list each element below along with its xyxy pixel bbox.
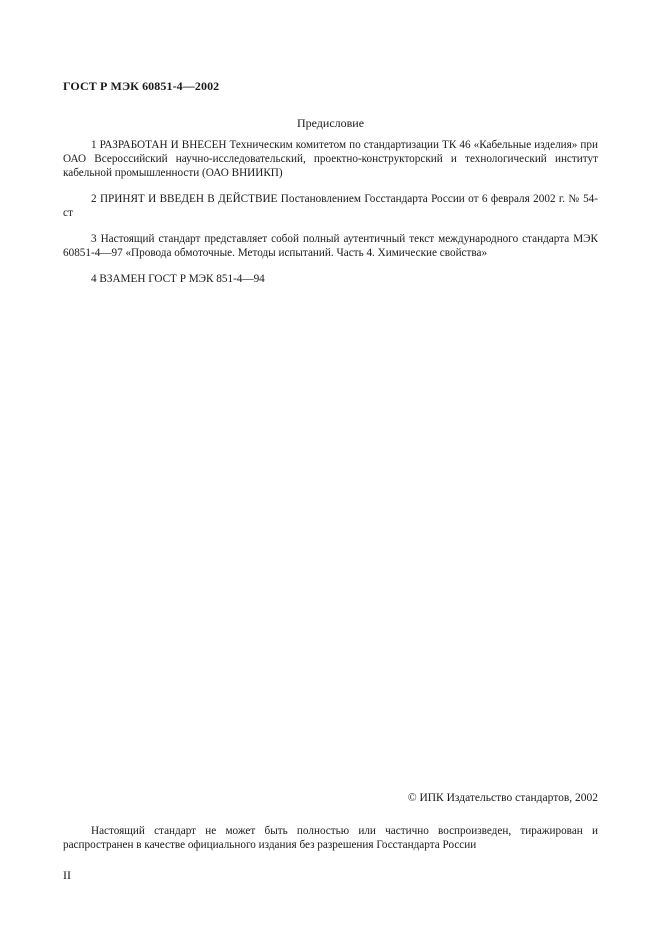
foreword-paragraph-4: 4 ВЗАМЕН ГОСТ Р МЭК 851-4—94	[91, 273, 265, 285]
foreword-paragraph-1: 1 РАЗРАБОТАН И ВНЕСЕН Техническим комитетом по стандартизации ТК 46 «Кабельные изделия» при ОАО Всероссийский научно-исследовательский, проектно-конструкторский и технологический институт кабельной промышленности (ОАО ВНИИКП)	[63, 139, 598, 179]
reproduction-notice: Настоящий стандарт не может быть полностью или частично воспроизведен, тиражирован и распространен в качестве официального издания без разрешения Госстандарта России	[63, 825, 598, 851]
foreword-paragraph-2: 2 ПРИНЯТ И ВВЕДЕН В ДЕЙСТВИЕ Постановлением Госстандарта России от 6 февраля 2002 г. № 54-ст	[63, 193, 598, 219]
document-code: ГОСТ Р МЭК 60851-4—2002	[63, 79, 220, 93]
copyright-line: © ИПК Издательство стандартов, 2002	[407, 792, 598, 804]
page-number: II	[63, 868, 71, 882]
foreword-title: Предисловие	[296, 116, 365, 130]
foreword-paragraph-3: 3 Настоящий стандарт представляет собой полный аутентичный текст международного стандарта МЭК 60851-4—97 «Провода обмоточные. Методы испытаний. Часть 4. Химические свойства»	[63, 233, 598, 259]
